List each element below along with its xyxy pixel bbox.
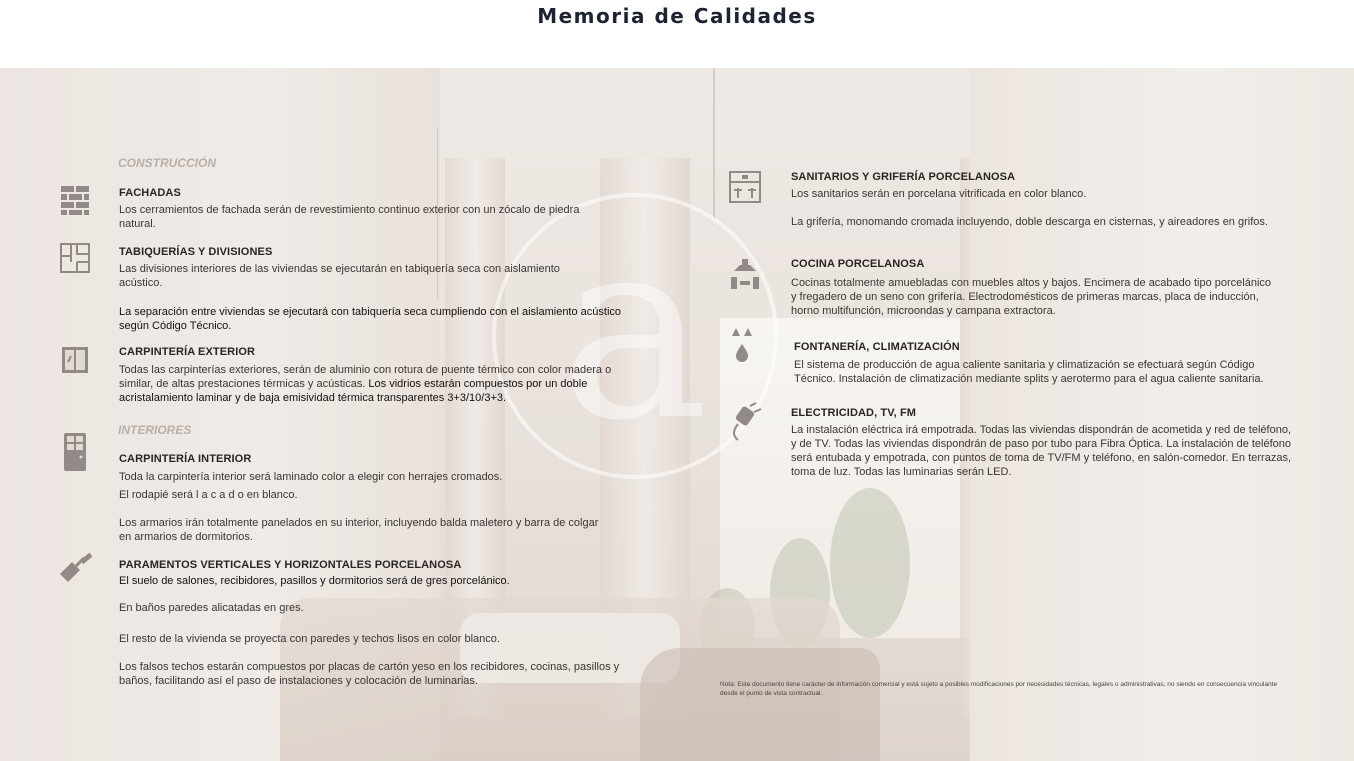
sanitarios-text: Los sanitarios serán en porcelana vitrificada en color blanco. bbox=[791, 188, 1087, 200]
electricidad-heading: ELECTRICIDAD, TV, FM bbox=[791, 407, 917, 419]
paramentos-text-4: Los falsos techos estarán compuestos por placas de cartón yeso en los recibidores, cocinas, pasillos y baños, facilitando así el paso de instalaciones y colocación de luminarias. bbox=[119, 661, 620, 687]
fachadas-heading: FACHADAS bbox=[119, 187, 181, 199]
electric-plug-icon bbox=[728, 402, 764, 442]
paramentos-text-3: El resto de la vivienda se proyecta con paredes y techos lisos en color blanco. bbox=[119, 633, 500, 645]
paramentos-text-2: En baños paredes alicatadas en gres. bbox=[119, 602, 304, 614]
carpinteria-interior-text-2: El rodapié será l a c a d o en blanco. bbox=[119, 489, 298, 501]
carpinteria-exterior-text: Todas las carpinterías exteriores, serán de aluminio con rotura de puente térmico con color madera o similar, de altas prestaciones térmicas y acústicas. Los vidrios estarán compuestos por un doble acristalamiento laminar y de baja emisividad térmica transparentes 3+3/10/3+3. bbox=[119, 364, 612, 404]
water-drops-icon bbox=[730, 326, 756, 366]
sanitarios-heading: SANITARIOS Y GRIFERÍA PORCELANOSA bbox=[791, 171, 1016, 183]
floor-plan-icon bbox=[59, 242, 91, 274]
door-icon bbox=[63, 432, 87, 472]
cocina-heading: COCINA PORCELANOSA bbox=[791, 258, 925, 270]
tabiquerias-text: Las divisiones interiores de las viviendas se ejecutarán en tabiquería seca con aislamiento acústico. bbox=[119, 263, 560, 289]
logo-watermark-letter: a bbox=[560, 184, 710, 475]
bathroom-icon bbox=[728, 170, 762, 204]
carpinteria-exterior-heading: CARPINTERÍA EXTERIOR bbox=[119, 346, 256, 358]
carpinteria-interior-text: Toda la carpintería interior será laminado color a elegir con herrajes cromados. bbox=[119, 471, 503, 483]
window-icon bbox=[59, 344, 91, 376]
fontaneria-text: El sistema de producción de agua caliente sanitaria y climatización se efectuará según Código Técnico. Instalación de climatización mediante splits y aerotermo para el agua caliente sanitaria. bbox=[794, 359, 1264, 385]
section-construccion: CONSTRUCCIÓN bbox=[118, 156, 216, 170]
cocina-text: Cocinas totalmente amuebladas con muebles altos y bajos. Encimera de acabado tipo porcelánico y fregadero de un seno con grifería. Electrodomésticos de primeras marcas, placa de inducción, horno multifunción, microondas y campana extractora. bbox=[791, 277, 1272, 317]
page-title: Memoria de Calidades bbox=[537, 4, 817, 28]
carpinteria-interior-heading: CARPINTERÍA INTERIOR bbox=[119, 453, 252, 465]
legal-note: Nota: Este documento tiene carácter de información comercial y está sujeto a posibles modificaciones por necesidades técnicas, legales o administrativas, no siendo en consecuencia vinculante desde el punto de vista contractual. bbox=[720, 681, 1278, 697]
paint-roller-icon bbox=[58, 552, 94, 586]
electricidad-text: La instalación eléctrica irá empotrada. Todas las viviendas dispondrán de acometida y red de teléfono, y de TV. Todas las viviendas dispondrán de paso por tubo para Fibra Óptica. La instalación de teléfono será entubada y empotrada, con puntos de toma de TV/FM y teléfono, en salón-comedor. En terrazas, toma de luz. Todas las luminarias serán LED. bbox=[791, 424, 1292, 478]
paramentos-text: El suelo de salones, recibidores, pasillos y dormitorios será de gres porcelánico. bbox=[119, 575, 510, 587]
sanitarios-text-2: La grifería, monomando cromada incluyendo, doble descarga en cisternas, y aireadores en grifos. bbox=[791, 216, 1268, 228]
carpinteria-interior-text-3: Los armarios irán totalmente panelados en su interior, incluyendo balda maletero y barra de colgar en armarios de dormitorios. bbox=[119, 517, 599, 543]
kitchen-hood-icon bbox=[728, 257, 762, 291]
tabiquerias-text-2: La separación entre viviendas se ejecutará con tabiquería seca cumpliendo con el aislamiento acústico según Código Técnico. bbox=[119, 306, 622, 332]
fontaneria-heading: FONTANERÍA, CLIMATIZACIÓN bbox=[794, 341, 960, 353]
fachadas-text: Los cerramientos de fachada serán de revestimiento continuo exterior con un zócalo de piedra natural. bbox=[119, 204, 580, 230]
brick-wall-icon bbox=[59, 184, 91, 216]
section-interiores: INTERIORES bbox=[118, 423, 192, 437]
paramentos-heading: PARAMENTOS VERTICALES Y HORIZONTALES PORCELANOSA bbox=[119, 559, 462, 571]
tabiquerias-heading: TABIQUERÍAS Y DIVISIONES bbox=[119, 246, 273, 258]
